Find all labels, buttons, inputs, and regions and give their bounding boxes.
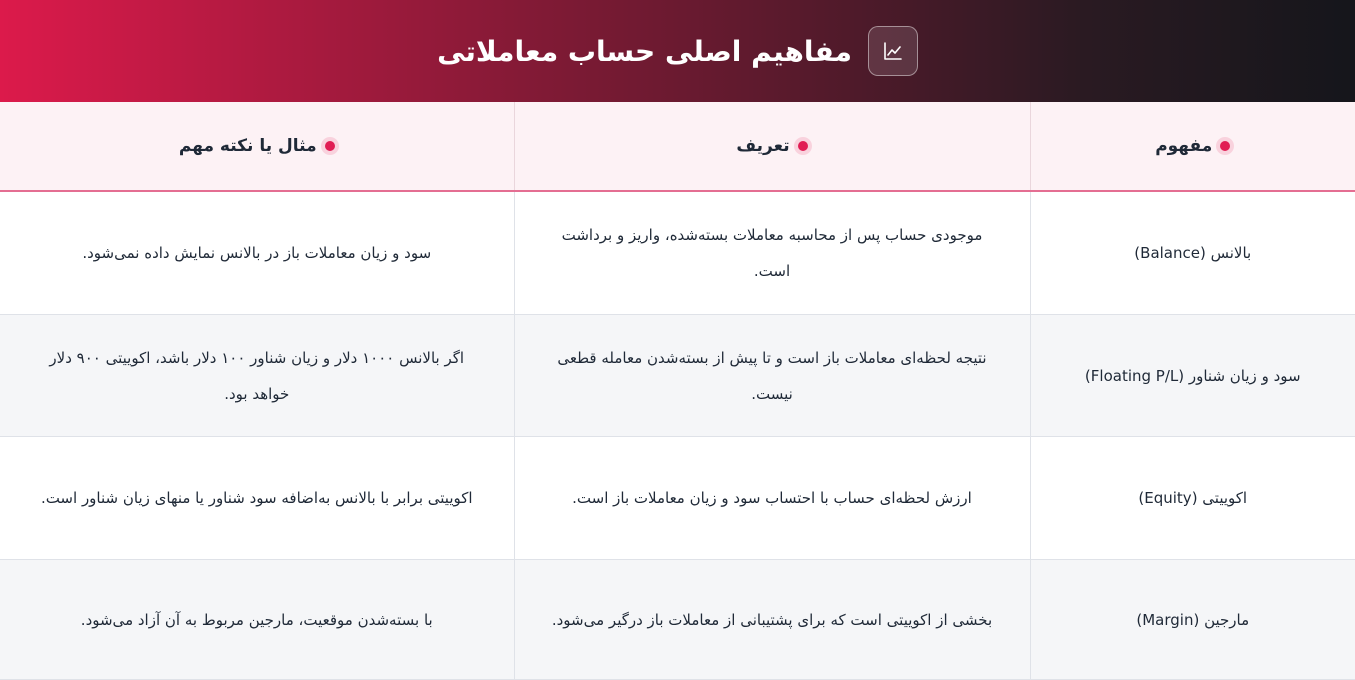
bullet-dot-icon <box>325 141 335 151</box>
bullet-dot-icon <box>1220 141 1230 151</box>
definition-cell: نتیجه لحظه‌ای معاملات باز است و تا پیش از بسته‌شدن معامله قطعی نیست. <box>514 315 1030 437</box>
definition-cell: ارزش لحظه‌ای حساب با احتساب سود و زیان معاملات باز است. <box>514 437 1030 560</box>
page-title: مفاهیم اصلی حساب معاملاتی <box>437 34 852 68</box>
column-header-example: مثال یا نکته مهم <box>0 102 514 191</box>
definition-cell: موجودی حساب پس از محاسبه معاملات بسته‌شده، واریز و برداشت است. <box>514 191 1030 315</box>
concept-cell: مارجین (Margin) <box>1030 560 1355 680</box>
concept-cell: اکوییتی (Equity) <box>1030 437 1355 560</box>
column-header-concept: مفهوم <box>1030 102 1355 191</box>
note-cell: اکوییتی برابر با بالانس به‌اضافه سود شناور یا منهای زیان شناور است. <box>0 437 514 560</box>
concept-cell: سود و زیان شناور (Floating P/L) <box>1030 315 1355 437</box>
bullet-dot-icon <box>798 141 808 151</box>
table-header-row <box>0 102 1355 191</box>
table-row <box>0 191 1355 315</box>
table-row <box>0 437 1355 560</box>
note-cell: با بسته‌شدن موقعیت، مارجین مربوط به آن آزاد می‌شود. <box>0 560 514 680</box>
concepts-table <box>0 102 1355 680</box>
note-cell: اگر بالانس ۱۰۰۰ دلار و زیان شناور ۱۰۰ دلار باشد، اکوییتی ۹۰۰ دلار خواهد بود. <box>0 315 514 437</box>
concept-cell: بالانس (Balance) <box>1030 191 1355 315</box>
chart-line-icon <box>868 26 918 76</box>
definition-cell: بخشی از اکوییتی است که برای پشتیبانی از معاملات باز درگیر می‌شود. <box>514 560 1030 680</box>
page-header <box>0 0 1355 102</box>
table-row <box>0 560 1355 680</box>
note-cell: سود و زیان معاملات باز در بالانس نمایش داده نمی‌شود. <box>0 191 514 315</box>
column-header-definition: تعریف <box>514 102 1030 191</box>
table-row <box>0 315 1355 437</box>
